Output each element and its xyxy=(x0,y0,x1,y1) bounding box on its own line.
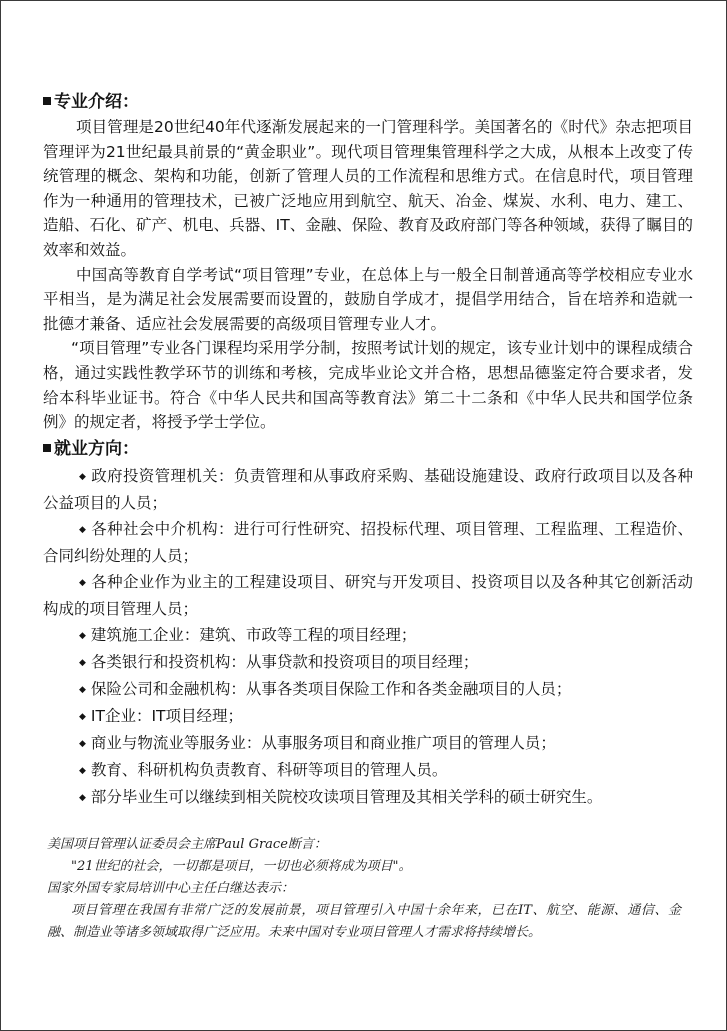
intro-heading-text: 专业介绍： xyxy=(54,92,139,112)
quote-text: "21世纪的社会，一切都是项目，一切也必须将成为项目"。 xyxy=(71,859,412,874)
list-item: ◆ 商业与物流业等服务业：从事服务项目和商业推广项目的管理人员； xyxy=(43,730,693,757)
list-item: ◆ IT企业：IT项目经理； xyxy=(43,703,693,730)
quote-text: 项目管理在我国有非常广泛的发展前景，项目管理引入中国十余年来，已在IT、航空、能源、通信、金融、制造业等诸多领域取得广泛应用。未来中国对专业项目管理人才需求将持续增长。 xyxy=(47,903,681,940)
diamond-bullet-icon: ◆ xyxy=(79,684,86,695)
quote-attribution: 美国项目管理认证委员会主席Paul Grace断言： xyxy=(47,837,327,852)
diamond-bullet-icon: ◆ xyxy=(79,738,86,749)
list-item: ◆ 部分毕业生可以继续到相关院校攻读项目管理及其相关学科的硕士研究生。 xyxy=(43,784,693,811)
intro-paragraph: 项目管理是20世纪40年代逐渐发展起来的一门管理科学。美国著名的《时代》杂志把项目管理评为21世纪最具前景的“黄金职业”。现代项目管理集管理科学之大成，从根本上改变了传统管理的概念、架构和功能，创新了管理人员的工作流程和思维方式。在信息时代，项目管理作为一种通用的管理技术，已被广泛地应用到航空、航天、冶金、煤炭、水利、电力、建工、造船、石化、矿产、机电、兵器、IT、金融、保险、教育及政府部门等各种领域，获得了瞩目的效率和效益。 xyxy=(43,118,693,259)
diamond-bullet-icon: ◆ xyxy=(79,524,86,535)
list-item: ◆ 教育、科研机构负责教育、科研等项目的管理人员。 xyxy=(43,757,693,784)
list-item: ◆ 保险公司和金融机构：从事各类项目保险工作和各类金融项目的人员； xyxy=(43,676,693,703)
list-item: ◆ 建筑施工企业：建筑、市政等工程的项目经理； xyxy=(43,622,693,649)
diamond-bullet-icon: ◆ xyxy=(79,471,86,482)
intro-paragraph: 中国高等教育自学考试“项目管理”专业，在总体上与一般全日制普通高等学校相应专业水平相当，是为满足社会发展需要而设置的，鼓励自学成才，提倡学用结合，旨在培养和造就一批德才兼备、适应社会发展需要的高级项目管理专业人才。 xyxy=(43,265,693,333)
intro-heading xyxy=(43,89,693,115)
list-item: ◆ 政府投资管理机关：负责管理和从事政府采购、基础设施建设、政府行政项目以及各种公益项目的人员； xyxy=(43,463,693,516)
quote-attribution: 国家外国专家局培训中心主任白继达表示： xyxy=(47,881,295,896)
diamond-bullet-icon: ◆ xyxy=(79,657,86,668)
square-bullet-icon xyxy=(43,97,51,105)
diamond-bullet-icon: ◆ xyxy=(79,577,86,588)
diamond-bullet-icon: ◆ xyxy=(79,792,86,803)
careers-heading-text: 就业方向： xyxy=(54,438,139,459)
diamond-bullet-icon: ◆ xyxy=(79,765,86,776)
list-item: ◆ 各种社会中介机构：进行可行性研究、招投标代理、项目管理、工程监理、工程造价、合同纠纷处理的人员； xyxy=(43,516,693,569)
list-item: ◆ 各类银行和投资机构：从事贷款和投资项目的项目经理； xyxy=(43,649,693,676)
main-content xyxy=(43,89,693,811)
quote-block xyxy=(47,834,681,944)
diamond-bullet-icon: ◆ xyxy=(79,630,86,641)
diamond-bullet-icon: ◆ xyxy=(79,711,86,722)
list-item: ◆ 各种企业作为业主的工程建设项目、研究与开发项目、投资项目以及各种其它创新活动构成的项目管理人员； xyxy=(43,569,693,622)
intro-paragraph: “项目管理”专业各门课程均采用学分制，按照考试计划的规定，该专业计划中的课程成绩合格，通过实践性教学环节的训练和考核，完成毕业论文并合格，思想品德鉴定符合要求者，发给本科毕业证书。符合《中华人民共和国高等教育法》第二十二条和《中华人民共和国学位条例》的规定者，将授予学士学位。 xyxy=(43,339,693,432)
careers-heading xyxy=(43,436,693,462)
square-bullet-icon xyxy=(43,444,51,452)
careers-list xyxy=(43,463,693,811)
